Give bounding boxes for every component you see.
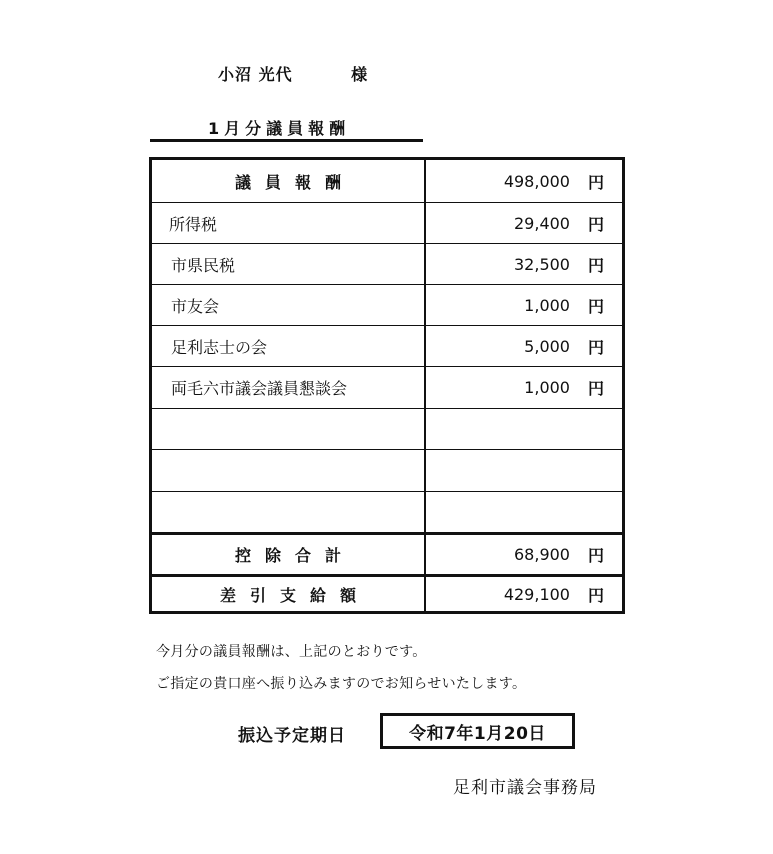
deduction-amount: 1,000	[524, 295, 570, 315]
empty-label-cell	[152, 450, 426, 491]
deduction-unit: 円	[587, 379, 604, 398]
deduction-label: 足利志士の会	[152, 326, 426, 366]
empty-label-cell	[152, 492, 426, 532]
total-deduction-label: 控除合計	[152, 535, 426, 574]
deduction-amount-cell	[426, 203, 622, 243]
total-deduction-unit: 円	[587, 546, 604, 565]
header-label: 議員報酬	[152, 160, 426, 202]
table-row	[152, 366, 622, 408]
header-amount-cell	[426, 160, 622, 202]
deduction-amount-cell	[426, 285, 622, 325]
recipient-honorific: 様	[351, 65, 369, 84]
table-row	[152, 243, 622, 284]
deduction-unit: 円	[587, 296, 604, 316]
recipient-name: 小沼 光代	[218, 65, 293, 84]
deduction-label: 市友会	[152, 285, 426, 325]
deduction-amount-cell	[426, 367, 622, 408]
deduction-label: 市県民税	[152, 244, 426, 284]
deduction-amount: 32,500	[514, 254, 570, 274]
table-row-empty	[152, 491, 622, 532]
note-line-1: 今月分の議員報酬は、上記のとおりです。	[156, 644, 427, 660]
deduction-label: 両毛六市議会議員懇談会	[152, 367, 426, 408]
document-title: 1月分議員報酬	[208, 119, 351, 138]
deduction-amount: 29,400	[514, 213, 570, 233]
header-unit: 円	[587, 172, 604, 192]
table-row	[152, 284, 622, 325]
note-line-2: ご指定の貴口座へ振り込みますのでお知らせいたします。	[156, 676, 527, 692]
net-pay-amount: 429,100	[503, 584, 570, 604]
header-amount: 498,000	[503, 171, 570, 191]
table-row	[152, 325, 622, 366]
deduction-unit: 円	[587, 255, 604, 275]
deduction-amount-cell	[426, 244, 622, 284]
issuing-office: 足利市議会事務局	[453, 778, 597, 798]
deduction-amount: 5,000	[524, 336, 570, 356]
table-row-header	[152, 160, 622, 202]
recipient	[218, 62, 368, 85]
deduction-amount: 1,000	[524, 378, 570, 397]
net-pay-unit: 円	[587, 585, 604, 605]
empty-label-cell	[152, 409, 426, 449]
total-deduction-amount-cell	[426, 535, 622, 574]
transfer-date: 令和7年1月20日	[409, 723, 546, 744]
table-row-net-pay	[152, 574, 622, 611]
table-row	[152, 202, 622, 243]
transfer-date-box	[380, 713, 575, 749]
transfer-date-label: 振込予定期日	[238, 726, 346, 746]
total-deduction-amount: 68,900	[514, 545, 570, 564]
net-pay-label: 差引支給額	[152, 577, 426, 611]
table-row-total-deduction	[152, 532, 622, 574]
net-pay-amount-cell	[426, 577, 622, 611]
deduction-unit: 円	[587, 214, 604, 234]
table-row-empty	[152, 449, 622, 491]
remuneration-table	[149, 157, 625, 614]
deduction-label: 所得税	[152, 203, 426, 243]
title-underline	[150, 139, 423, 142]
deduction-amount-cell	[426, 326, 622, 366]
table-row-empty	[152, 408, 622, 449]
deduction-unit: 円	[587, 337, 604, 357]
